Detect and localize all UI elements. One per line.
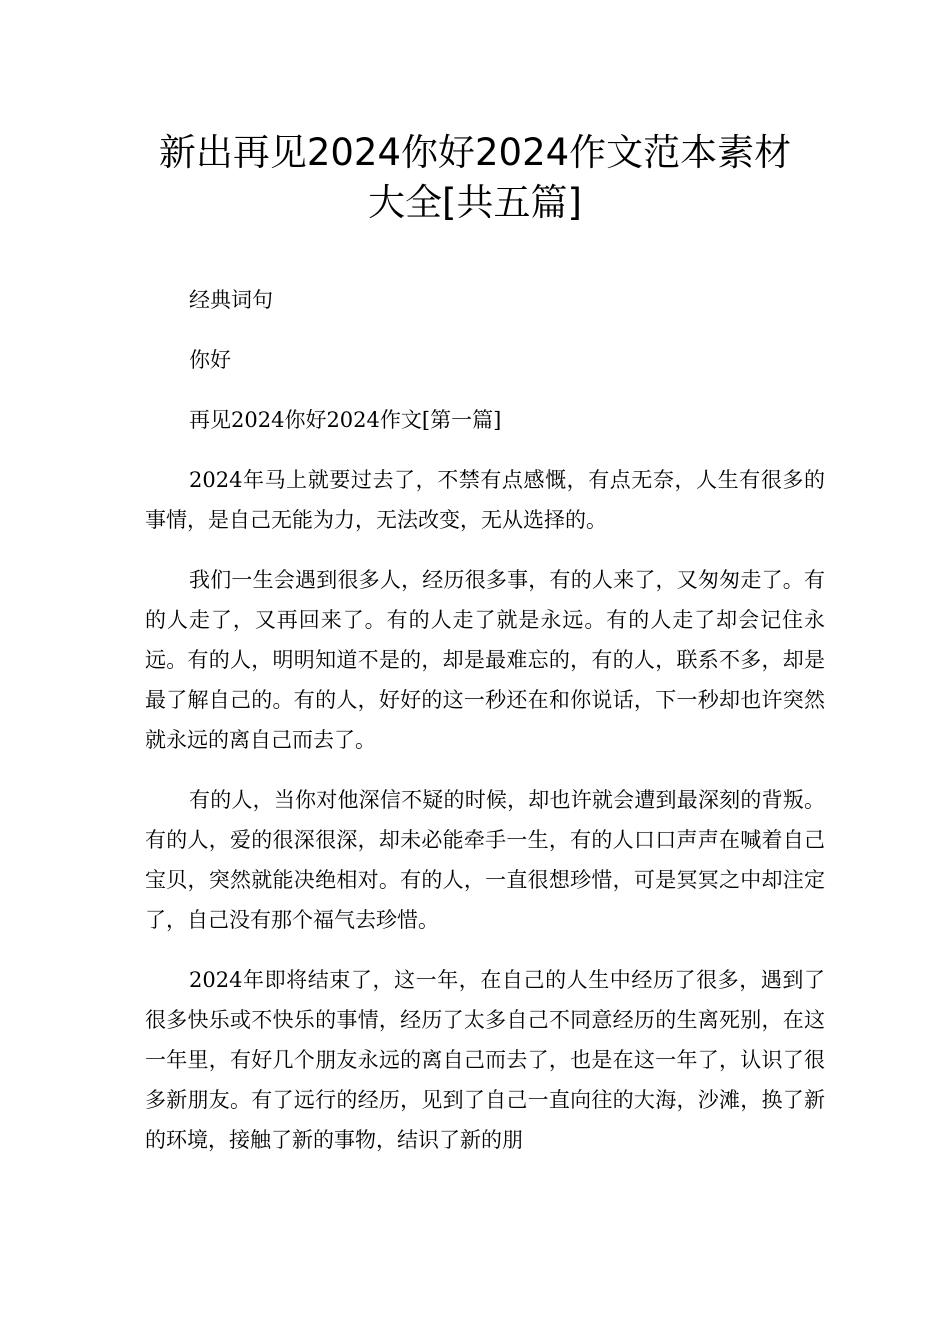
document-body xyxy=(145,280,825,1180)
title-line-1: 新出再见2024你好2024作文范本素材 xyxy=(158,131,792,174)
paragraph-heading-classic-phrases: 经典词句 xyxy=(189,288,273,312)
document-title xyxy=(80,128,870,228)
paragraph: 我们一生会遇到很多人，经历很多事，有的人来了，又匆匆走了。有的人走了，又再回来了。有的人走了就是永远。有的人走了却会记住永远。有的人，明明知道不是的，却是最难忘的，有的人，联系不多，却是最了解自己的。有的人，好好的这一秒还在和你说话，下一秒却也许突然就永远的离自己而去了。 xyxy=(145,568,825,752)
paragraph: 2024年马上就要过去了，不禁有点感慨，有点无奈，人生有很多的事情，是自己无能为力，无法改变，无从选择的。 xyxy=(145,468,825,532)
paragraph: 有的人，当你对他深信不疑的时候，却也许就会遭到最深刻的背叛。有的人，爱的很深很深，却未必能牵手一生，有的人口口声声在喊着自己宝贝，突然就能决绝相对。有的人，一直很想珍惜，可是冥冥之中却注定了，自己没有那个福气去珍惜。 xyxy=(145,788,825,932)
paragraph-greeting: 你好 xyxy=(189,348,231,372)
title-line-2: 大全[共五篇] xyxy=(368,181,582,224)
paragraph-essay-heading: 再见2024你好2024作文[第一篇] xyxy=(189,408,502,432)
paragraph: 2024年即将结束了，这一年，在自己的人生中经历了很多，遇到了很多快乐或不快乐的事情，经历了太多自己不同意经历的生离死别，在这一年里，有好几个朋友永远的离自己而去了，也是在这一年了，认识了很多新朋友。有了远行的经历，见到了自己一直向往的大海，沙滩，换了新的环境，接触了新的事物，结识了新的朋 xyxy=(145,968,825,1152)
